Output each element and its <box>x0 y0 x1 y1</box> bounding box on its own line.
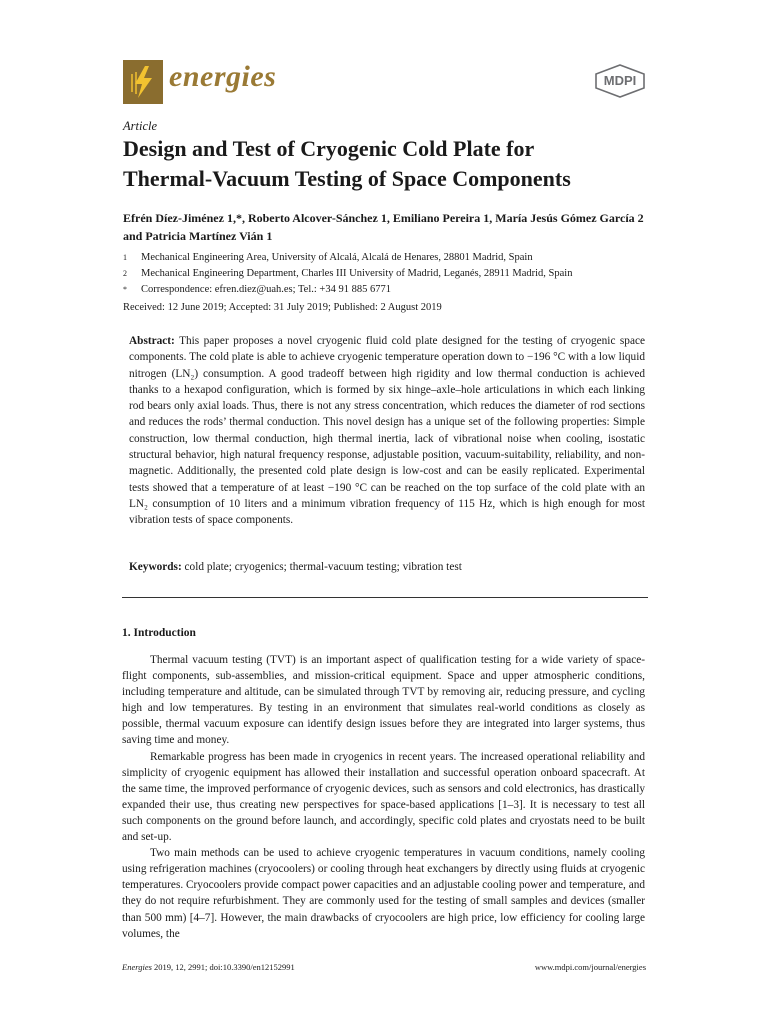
paper-title <box>123 134 643 194</box>
affiliation-text: Mechanical Engineering Department, Charles III University of Madrid, Leganés, 28911 Madrid, Spain <box>141 268 573 279</box>
author-list <box>123 209 648 245</box>
abstract-text: This paper proposes a novel cryogenic fluid cold plate designed for the testing of cryogenic space components. The cold plate is able to achieve cryogenic temperature operation down to −196 °C with a low liquid nitrogen (LN₂) consumption. A good tradeoff between high rigidity and low thermal conduction is achieved thanks to a hexapod configuration, which is formed by six hinge–axle–hole articulations in which each linking rod bears only axial loads. Thus, there is not any stress concentration, which reduces the diameter of rod sections and reduces the rods’ thermal conduction. This novel design has a unique set of the following properties: Simple construction, low thermal conduction, high thermal inertia, lack of vibrational noise when cooling, isostatic structural behavior, high natural frequency response, adjustable position, vacuum-suitability, reliability, and non-magnetic. Additionally, the presented cold plate design is low-cost and can be easily replicated. Experimental tests showed that a temperature of at least −190 °C can be reached on the top surface of the cold plate with an LN₂ consumption of 10 liters and a minimum vibration frequency of 115 Hz, which is high enough for most vibration tests of space components. <box>129 335 646 527</box>
affiliation-number: 1 <box>123 253 127 262</box>
footer-journal: Energies <box>122 962 152 972</box>
title-line: Design and Test of Cryogenic Cold Plate for <box>123 136 535 161</box>
correspondence-text[interactable]: Correspondence: efren.diez@uah.es; Tel.: +34 91 885 6771 <box>141 284 391 295</box>
footer-doi[interactable]: 2019, 12, 2991; doi:10.3390/en12152991 <box>154 962 295 972</box>
affiliation-item <box>123 266 653 282</box>
page-footer <box>122 962 646 972</box>
author-line[interactable]: Efrén Díez-Jiménez 1,*, Roberto Alcover-Sánchez 1, Emiliano Pereira 1, María Jesús Gómez García 2 <box>123 211 644 225</box>
affiliation-item <box>123 250 653 266</box>
affiliation-number: 2 <box>123 269 127 278</box>
footer-citation <box>122 962 295 972</box>
paragraph: Remarkable progress has been made in cryogenics in recent years. The increased operational reliability and simplicity of cryogenic equipment has allowed their installation and successful operation onboard spacecraft. At the same time, the improved performance of cryogenic devices, such as sensors and cold electronics, has drastically expanded their use, thus creating new perspectives for space-based applications [1–3]. It is necessary to test all such components on the ground before launch, and accordingly, specific cold plates and cryostats need to be built and set-up. <box>122 750 645 844</box>
affiliation-text: Mechanical Engineering Area, University of Alcalá, Alcalá de Henares, 28801 Madrid, Spain <box>141 252 533 263</box>
footer-url[interactable]: www.mdpi.com/journal/energies <box>534 962 646 972</box>
affiliations <box>123 250 653 298</box>
author-line[interactable]: and Patricia Martínez Vián 1 <box>123 229 273 243</box>
paragraph: Thermal vacuum testing (TVT) is an important aspect of qualification testing for a wide variety of space-flight components, sub-assemblies, and mission-critical equipment. Space and upper atmospheric conditions, including temperature and altitude, can be simulated through TVT by removing air, reducing pressure, and cycling high and low temperatures. By testing in an environment that simulates real-world conditions as closely as possible, thermal vacuum exposure can identify design issues before they are integrated into larger systems, thus saving time and money. <box>122 654 645 747</box>
publication-dates: Received: 12 June 2019; Accepted: 31 July 2019; Published: 2 August 2019 <box>123 302 442 313</box>
correspondence[interactable] <box>123 282 653 298</box>
keywords <box>129 561 645 573</box>
section-heading: 1. Introduction <box>122 627 196 639</box>
abstract-label: Abstract: <box>129 335 175 347</box>
body-text <box>122 652 645 942</box>
article-type: Article <box>123 119 158 133</box>
journal-logo-icon <box>123 60 163 104</box>
section-divider <box>122 597 648 598</box>
publisher-name: MDPI <box>603 73 637 88</box>
title-line: Thermal-Vacuum Testing of Space Components <box>123 166 571 191</box>
affiliation-number: * <box>123 285 127 294</box>
abstract <box>129 333 645 529</box>
journal-name[interactable]: energies <box>169 60 277 93</box>
mdpi-logo-icon[interactable] <box>594 64 646 98</box>
paragraph: Two main methods can be used to achieve cryogenic temperatures in vacuum conditions, namely cooling using refrigeration machines (cryocoolers) or cooling through heat exchangers by directly using fluids at cryogenic temperatures. Cryocoolers provide compact power capacities and an adjustable cooling power and temperature, and they do not require refurbishment. They are commonly used for the testing of small samples and devices (smaller than 500 mm) [4–7]. However, the main drawbacks of cryocoolers are high price, low efficiency for cooling large volumes, the <box>122 847 645 940</box>
keywords-label: Keywords: <box>129 561 182 573</box>
keywords-text: cold plate; cryogenics; thermal-vacuum testing; vibration test <box>184 561 462 573</box>
